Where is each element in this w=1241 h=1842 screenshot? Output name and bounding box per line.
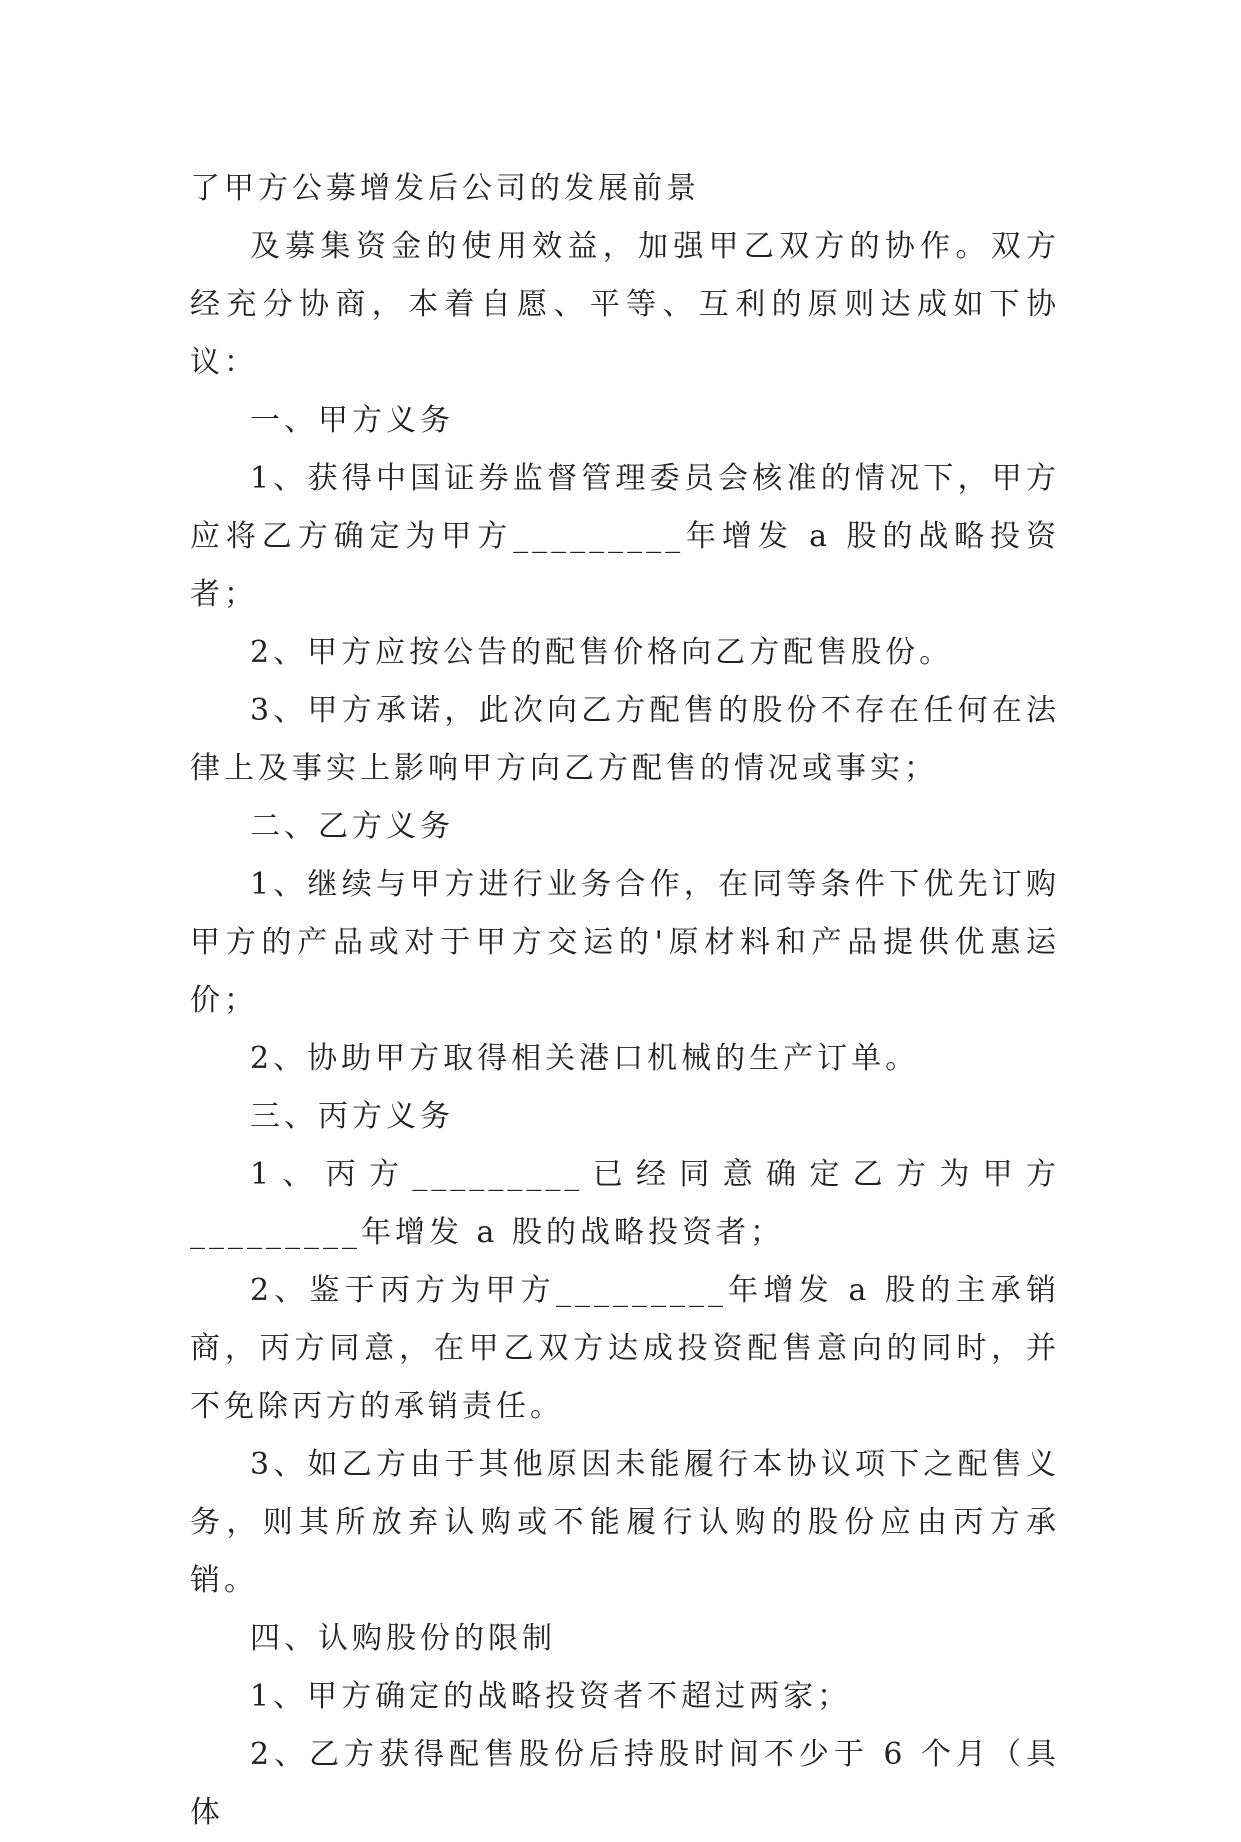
clause-b-1: 1、继续与甲方进行业务合作，在同等条件下优先订购甲方的产品或对于甲方交运的'原材料和产品提供优惠运价；	[190, 867, 1060, 1018]
section-heading-subscription-limits: 四、认购股份的限制	[250, 1621, 556, 1656]
clause-d-2: 2、乙方获得配售股份后持股时间不少于 6 个月（具体	[190, 1737, 1060, 1830]
paragraph-purpose: 及募集资金的使用效益，加强甲乙双方的协作。双方经充分协商，本着自愿、平等、互利的原则达成如下协议：	[190, 229, 1060, 380]
clause-c-1: 1、丙方_________已经同意确定乙方为甲方_________年增发 a 股的战略投资者；	[190, 1157, 1060, 1250]
clause-a-2: 2、甲方应按公告的配售价格向乙方配售股份。	[250, 635, 954, 670]
clause-c-3: 3、如乙方由于其他原因未能履行本协议项下之配售义务，则其所放弃认购或不能履行认购的股份应由丙方承销。	[190, 1447, 1060, 1598]
document-body	[190, 160, 1060, 1842]
section-heading-party-a-obligations: 一、甲方义务	[250, 403, 454, 438]
paragraph-intro-continued: 了甲方公募增发后公司的发展前景	[190, 171, 700, 206]
section-heading-party-b-obligations: 二、乙方义务	[250, 809, 454, 844]
clause-a-3: 3、甲方承诺，此次向乙方配售的股份不存在任何在法律上及事实上影响甲方向乙方配售的情况或事实；	[190, 693, 1060, 786]
clause-c-2: 2、鉴于丙方为甲方_________年增发 a 股的主承销商，丙方同意，在甲乙双方达成投资配售意向的同时，并不免除丙方的承销责任。	[190, 1273, 1060, 1424]
clause-b-2: 2、协助甲方取得相关港口机械的生产订单。	[250, 1041, 920, 1076]
clause-a-1: 1、获得中国证券监督管理委员会核准的情况下，甲方应将乙方确定为甲方_________年增发 a 股的战略投资者；	[190, 461, 1060, 612]
clause-d-1: 1、甲方确定的战略投资者不超过两家；	[250, 1679, 852, 1714]
section-heading-party-c-obligations: 三、丙方义务	[250, 1099, 454, 1134]
